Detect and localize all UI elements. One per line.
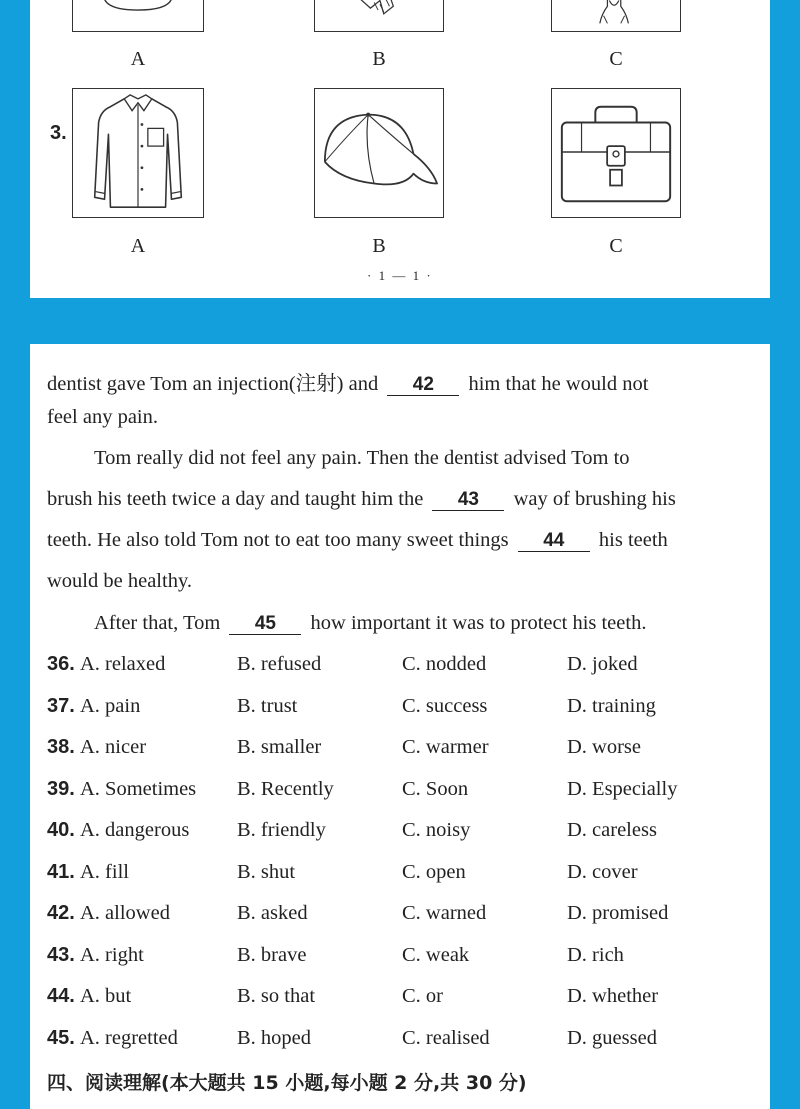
passage-line-7 — [94, 612, 646, 635]
option-d[interactable]: D. promised — [567, 902, 669, 924]
question-38-options — [47, 736, 767, 766]
option-c[interactable]: C. success — [402, 695, 488, 717]
option-a[interactable]: A. dangerous — [80, 819, 190, 841]
option-a[interactable]: A. allowed — [80, 902, 170, 924]
passage-line-1 — [47, 366, 648, 396]
option-b[interactable]: B. so that — [237, 985, 316, 1007]
option-c[interactable]: C. Soon — [402, 778, 469, 800]
option-d[interactable]: D. Especially — [567, 778, 678, 800]
blank-43: 43 — [432, 490, 504, 511]
option-2a-label: A — [130, 48, 146, 70]
option-b[interactable]: B. friendly — [237, 819, 326, 841]
option-2b-image — [314, 0, 444, 32]
option-2b-label: B — [372, 48, 386, 70]
passage-line-4 — [47, 488, 676, 511]
option-b[interactable]: B. brave — [237, 944, 307, 966]
option-a[interactable]: A. Sometimes — [80, 778, 197, 800]
option-c[interactable]: C. warned — [402, 902, 487, 924]
option-2c-label: C — [609, 48, 623, 70]
cap-icon — [315, 89, 443, 217]
option-d[interactable]: D. joked — [567, 653, 638, 675]
option-d[interactable]: D. guessed — [567, 1027, 657, 1049]
question-36-options — [47, 653, 767, 683]
question-40-options — [47, 819, 767, 849]
question-number: 38. — [47, 736, 75, 758]
passage-line-6: would be healthy. — [47, 570, 192, 592]
question-number: 45. — [47, 1027, 75, 1049]
question-45-options — [47, 1027, 767, 1057]
question-number: 36. — [47, 653, 75, 675]
option-d[interactable]: D. rich — [567, 944, 624, 966]
bow-icon — [552, 0, 680, 31]
passage-text: teeth. He also told Tom not to eat too many sweet things — [47, 529, 509, 551]
option-c[interactable]: C. weak — [402, 944, 470, 966]
passage-text: dentist gave Tom an injection(注射) and — [47, 373, 379, 395]
blank-42: 42 — [387, 375, 459, 396]
option-d[interactable]: D. cover — [567, 861, 638, 883]
option-b[interactable]: B. trust — [237, 695, 298, 717]
question-number: 40. — [47, 819, 75, 841]
option-c[interactable]: C. realised — [402, 1027, 490, 1049]
option-a[interactable]: A. pain — [80, 695, 141, 717]
cake-icon — [73, 0, 203, 31]
question-number: 43. — [47, 944, 75, 966]
option-d[interactable]: D. whether — [567, 985, 659, 1007]
passage-line-5 — [47, 529, 668, 552]
shirt-icon — [73, 89, 203, 217]
option-c[interactable]: C. noisy — [402, 819, 471, 841]
option-b[interactable]: B. asked — [237, 902, 308, 924]
option-3a-label: A — [130, 235, 146, 257]
question-42-options — [47, 902, 767, 932]
page-number: · 1 — 1 · — [367, 268, 433, 283]
option-a[interactable]: A. nicer — [80, 736, 147, 758]
passage-line-3: Tom really did not feel any pain. Then the dentist advised Tom to — [94, 447, 630, 469]
option-b[interactable]: B. Recently — [237, 778, 334, 800]
passage-text: how important it was to protect his teeth. — [310, 612, 647, 634]
passage-text: way of brushing his — [513, 488, 676, 510]
option-2c-image — [551, 0, 681, 32]
question-number: 42. — [47, 902, 75, 924]
question-number: 41. — [47, 861, 75, 883]
question-3-number: 3. — [50, 122, 67, 144]
option-2a-image — [72, 0, 204, 32]
exam-page-bottom — [30, 344, 770, 1109]
blank-45: 45 — [229, 614, 301, 635]
section-heading: 四、阅读理解(本大题共 15 小题,每小题 2 分,共 30 分) — [47, 1072, 527, 1094]
option-a[interactable]: A. but — [80, 985, 132, 1007]
option-c[interactable]: C. warmer — [402, 736, 489, 758]
passage-line-2: feel any pain. — [47, 406, 158, 428]
passage-text: After that, Tom — [94, 612, 221, 634]
passage-text: him that he would not — [468, 373, 649, 395]
option-a[interactable]: A. right — [80, 944, 144, 966]
option-b[interactable]: B. hoped — [237, 1027, 312, 1049]
briefcase-icon — [552, 89, 680, 217]
option-a[interactable]: A. regretted — [80, 1027, 178, 1049]
option-d[interactable]: D. careless — [567, 819, 657, 841]
passage-text: brush his teeth twice a day and taught him the — [47, 488, 424, 510]
option-b[interactable]: B. smaller — [237, 736, 322, 758]
option-d[interactable]: D. worse — [567, 736, 642, 758]
question-37-options — [47, 695, 767, 725]
question-44-options — [47, 985, 767, 1015]
question-41-options — [47, 861, 767, 891]
question-39-options — [47, 778, 767, 808]
blank-44: 44 — [518, 531, 590, 552]
option-d[interactable]: D. training — [567, 695, 656, 717]
option-3b-label: B — [372, 235, 386, 257]
option-c[interactable]: C. open — [402, 861, 466, 883]
option-c[interactable]: C. nodded — [402, 653, 487, 675]
option-3c-label: C — [609, 235, 623, 257]
option-3c-image — [551, 88, 681, 218]
question-number: 39. — [47, 778, 75, 800]
option-3b-image — [314, 88, 444, 218]
scarf-icon — [315, 0, 443, 31]
option-c[interactable]: C. or — [402, 985, 443, 1007]
option-a[interactable]: A. fill — [80, 861, 129, 883]
option-3a-image — [72, 88, 204, 218]
passage-text: his teeth — [598, 529, 668, 551]
question-number: 44. — [47, 985, 75, 1007]
exam-page-top — [30, 0, 770, 298]
question-number: 37. — [47, 695, 75, 717]
option-a[interactable]: A. relaxed — [80, 653, 166, 675]
question-43-options — [47, 944, 767, 974]
option-b[interactable]: B. shut — [237, 861, 296, 883]
option-b[interactable]: B. refused — [237, 653, 322, 675]
